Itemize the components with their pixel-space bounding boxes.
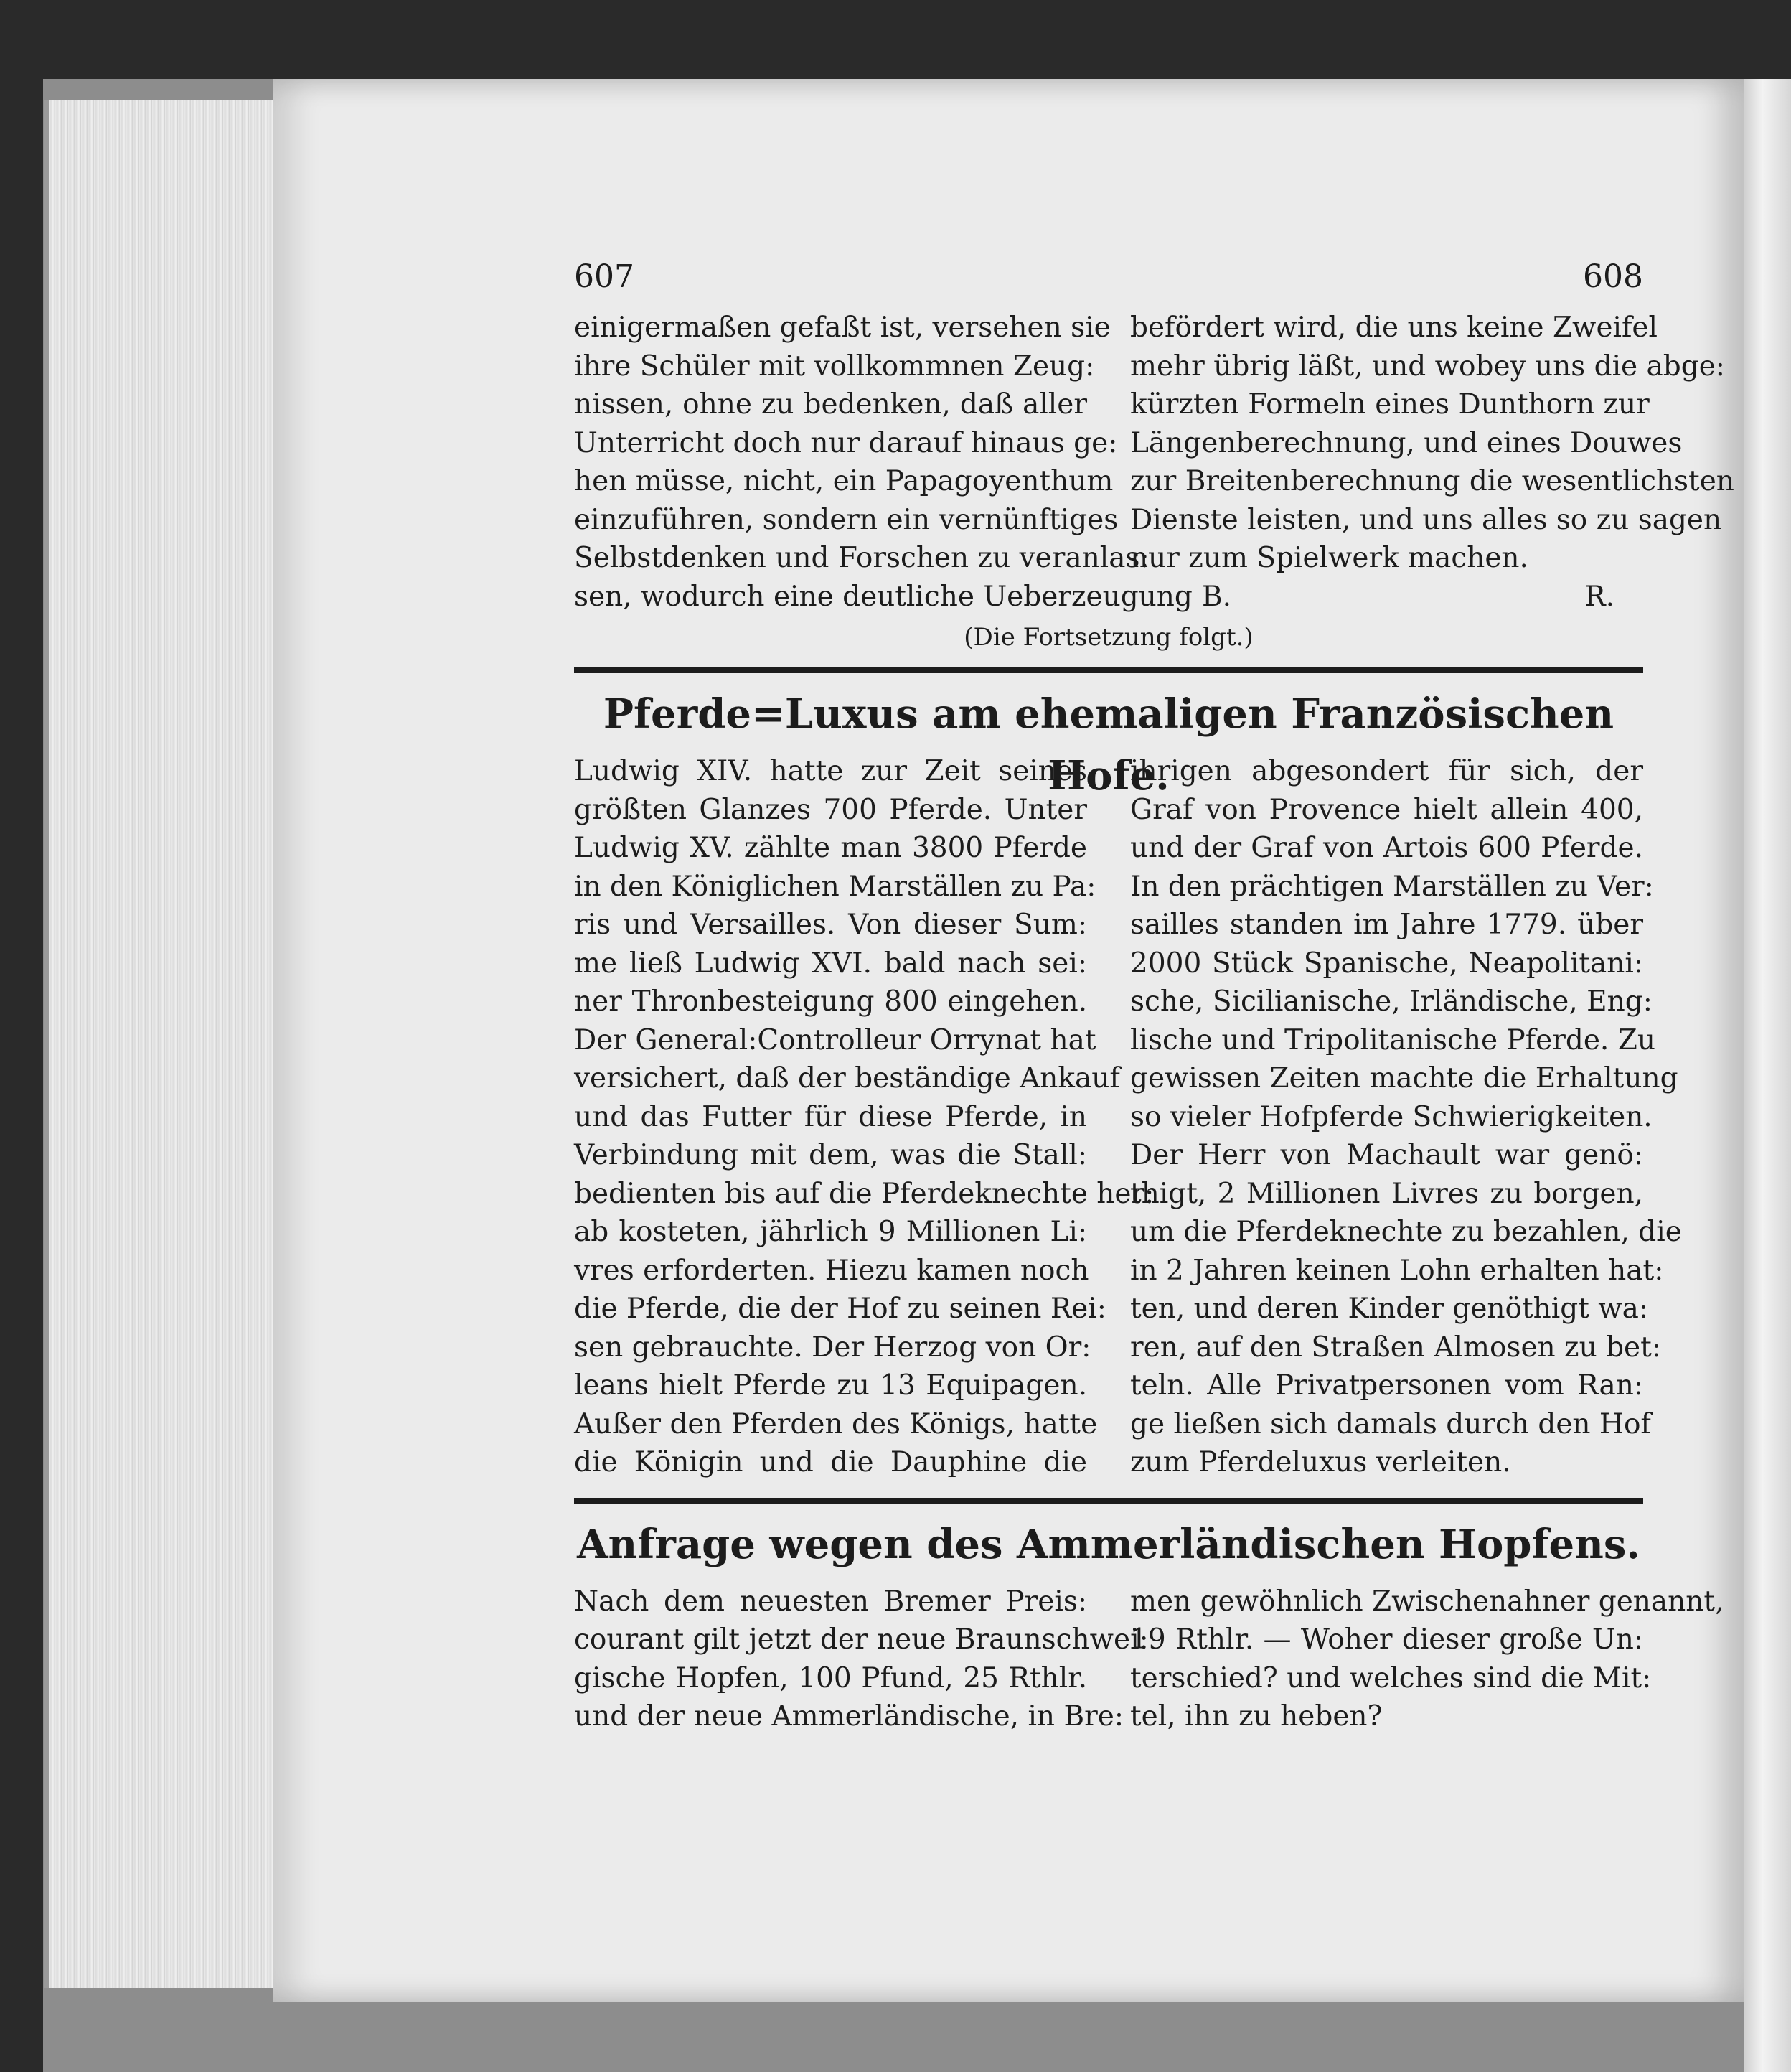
text-line: ihrigen abgesondert für sich, der <box>1130 755 1643 787</box>
section-3-right-column <box>1130 1583 1724 1736</box>
text-line: um die Pferdeknechte zu bezahlen, die <box>1130 1216 1682 1248</box>
text-line: ihre Schüler mit vollkommnen Zeug: <box>574 350 1095 383</box>
section-1-columns <box>574 309 1734 616</box>
text-line: sen gebrauchte. Der Herzog von Or: <box>574 1331 1091 1364</box>
text-line: hen müsse, nicht, ein Papagoyenthum <box>574 465 1114 497</box>
text-line: thigt, 2 Millionen Livres zu borgen, <box>1130 1177 1643 1210</box>
text-line: nissen, ohne zu bedenken, daß aller <box>574 388 1087 421</box>
page-number-left: 607 <box>574 258 634 295</box>
text-line: bedienten bis auf die Pferdeknechte her: <box>574 1177 1155 1210</box>
text-line: so vieler Hofpferde Schwierigkeiten. <box>1130 1100 1653 1133</box>
text-line: größten Glanzes 700 Pferde. Unter <box>574 793 1087 826</box>
text-line: einigermaßen gefaßt ist, versehen sie <box>574 311 1111 344</box>
text-line: Außer den Pferden des Königs, hatte <box>574 1407 1098 1440</box>
text-line: sen, wodurch eine deutliche Ueberzeugung <box>574 580 1193 613</box>
text-line: einzuführen, sondern ein vernünftiges <box>574 503 1119 536</box>
text-line: tel, ihn zu heben? <box>1130 1700 1383 1733</box>
text-line: 2000 Stück Spanische, Neapolitani: <box>1130 947 1643 980</box>
text-line: ner Thronbesteigung 800 eingehen. <box>574 985 1087 1018</box>
section-divider <box>574 667 1643 673</box>
text-line: und der Graf von Artois 600 Pferde. <box>1130 832 1643 864</box>
text-line: die Königin und die Dauphine die <box>574 1446 1087 1478</box>
text-line: Unterricht doch nur darauf hinaus ge: <box>574 426 1118 459</box>
text-line: Graf von Provence hielt allein 400, <box>1130 793 1643 826</box>
text-line: lische und Tripolitanische Pferde. Zu <box>1130 1023 1655 1056</box>
text-line: ge ließen sich damals durch den Hof <box>1130 1407 1651 1440</box>
text-line: in den Königlichen Marställen zu Pa: <box>574 870 1096 903</box>
text-line: teln. Alle Privatpersonen vom Ran: <box>1130 1369 1643 1402</box>
section-2-columns <box>574 752 1682 1482</box>
text-line: terschied? und welches sind die Mit: <box>1130 1661 1652 1694</box>
text-line: kürzten Formeln eines Dunthorn zur <box>1130 388 1650 421</box>
text-line: ren, auf den Straßen Almosen zu bet: <box>1130 1331 1661 1364</box>
text-line: zur Breitenberechnung die wesentlichsten <box>1130 465 1734 497</box>
text-line: Selbstdenken und Forschen zu veranlas: <box>574 542 1150 574</box>
text-line: ab kosteten, jährlich 9 Millionen Li: <box>574 1216 1087 1248</box>
text-line: die Pferde, die der Hof zu seinen Rei: <box>574 1293 1106 1325</box>
text-line: Nach dem neuesten Bremer Preis: <box>574 1585 1087 1618</box>
text-line: Der General:Controlleur Orrynat hat <box>574 1023 1096 1056</box>
section-3-columns <box>574 1583 1724 1736</box>
section-2-right-column <box>1130 752 1682 1482</box>
article-heading-horses: Pferde=Luxus am ehemaligen Französischen Hofe. <box>603 690 1614 800</box>
text-line: men gewöhnlich Zwischenahner genannt, <box>1130 1585 1724 1618</box>
section-1-left-column <box>574 309 1193 616</box>
signature-row <box>1130 578 1643 617</box>
text-line: Verbindung mit dem, was die Stall: <box>574 1139 1087 1171</box>
signature-left: B. <box>1202 580 1232 613</box>
text-line: Dienste leisten, und uns alles so zu sagen <box>1130 503 1722 536</box>
text-line: Ludwig XV. zählte man 3800 Pferde <box>574 832 1087 864</box>
text-line: nur zum Spielwerk machen. <box>1130 542 1528 574</box>
continuation-note: (Die Fortsetzung folgt.) <box>964 623 1254 652</box>
text-line: In den prächtigen Marställen zu Ver: <box>1130 870 1654 903</box>
text-line: Längenberechnung, und eines Douwes <box>1130 426 1683 459</box>
text-line: ten, und deren Kinder genöthigt wa: <box>1130 1293 1649 1325</box>
text-line: me ließ Ludwig XVI. bald nach sei: <box>574 947 1087 980</box>
text-line: 19 Rthlr. — Woher dieser große Un: <box>1130 1623 1643 1656</box>
page-number-row <box>574 258 1643 309</box>
article-heading-hops: Anfrage wegen des Ammerländischen Hopfens. <box>577 1520 1640 1568</box>
page-text-block <box>574 258 1734 1736</box>
page-number-right: 608 <box>1583 258 1643 295</box>
text-line: mehr übrig läßt, und wobey uns die abge: <box>1130 350 1725 383</box>
text-line: und der neue Ammerländische, in Bre: <box>574 1700 1124 1733</box>
text-line: courant gilt jetzt der neue Braunschwei: <box>574 1623 1149 1656</box>
section-1-right-column <box>1130 309 1734 616</box>
text-line: gische Hopfen, 100 Pfund, 25 Rthlr. <box>574 1661 1087 1694</box>
text-line: Der Herr von Machault war genö: <box>1130 1139 1643 1171</box>
text-line: sailles standen im Jahre 1779. über <box>1130 909 1643 941</box>
right-page-edge <box>1744 79 1791 2072</box>
page-edges-stack <box>44 100 286 1988</box>
text-line: und das Futter für diese Pferde, in <box>574 1100 1087 1133</box>
text-line: in 2 Jahren keinen Lohn erhalten hat: <box>1130 1254 1664 1287</box>
text-line: vres erforderten. Hiezu kamen noch <box>574 1254 1089 1287</box>
text-line: leans hielt Pferde zu 13 Equipagen. <box>574 1369 1087 1402</box>
section-2-left-column <box>574 752 1155 1482</box>
text-line: sche, Sicilianische, Irländische, Eng: <box>1130 985 1653 1018</box>
text-line: Ludwig XIV. hatte zur Zeit seines <box>574 755 1087 787</box>
text-line: versichert, daß der beständige Ankauf <box>574 1062 1120 1094</box>
text-line: gewissen Zeiten machte die Erhaltung <box>1130 1062 1678 1094</box>
text-line: zum Pferdeluxus verleiten. <box>1130 1446 1511 1478</box>
section-3-left-column <box>574 1583 1149 1736</box>
section-divider <box>574 1498 1643 1504</box>
signature-right: R. <box>1584 580 1614 613</box>
text-line: ris und Versailles. Von dieser Sum: <box>574 909 1087 941</box>
text-line: befördert wird, die uns keine Zweifel <box>1130 311 1658 344</box>
